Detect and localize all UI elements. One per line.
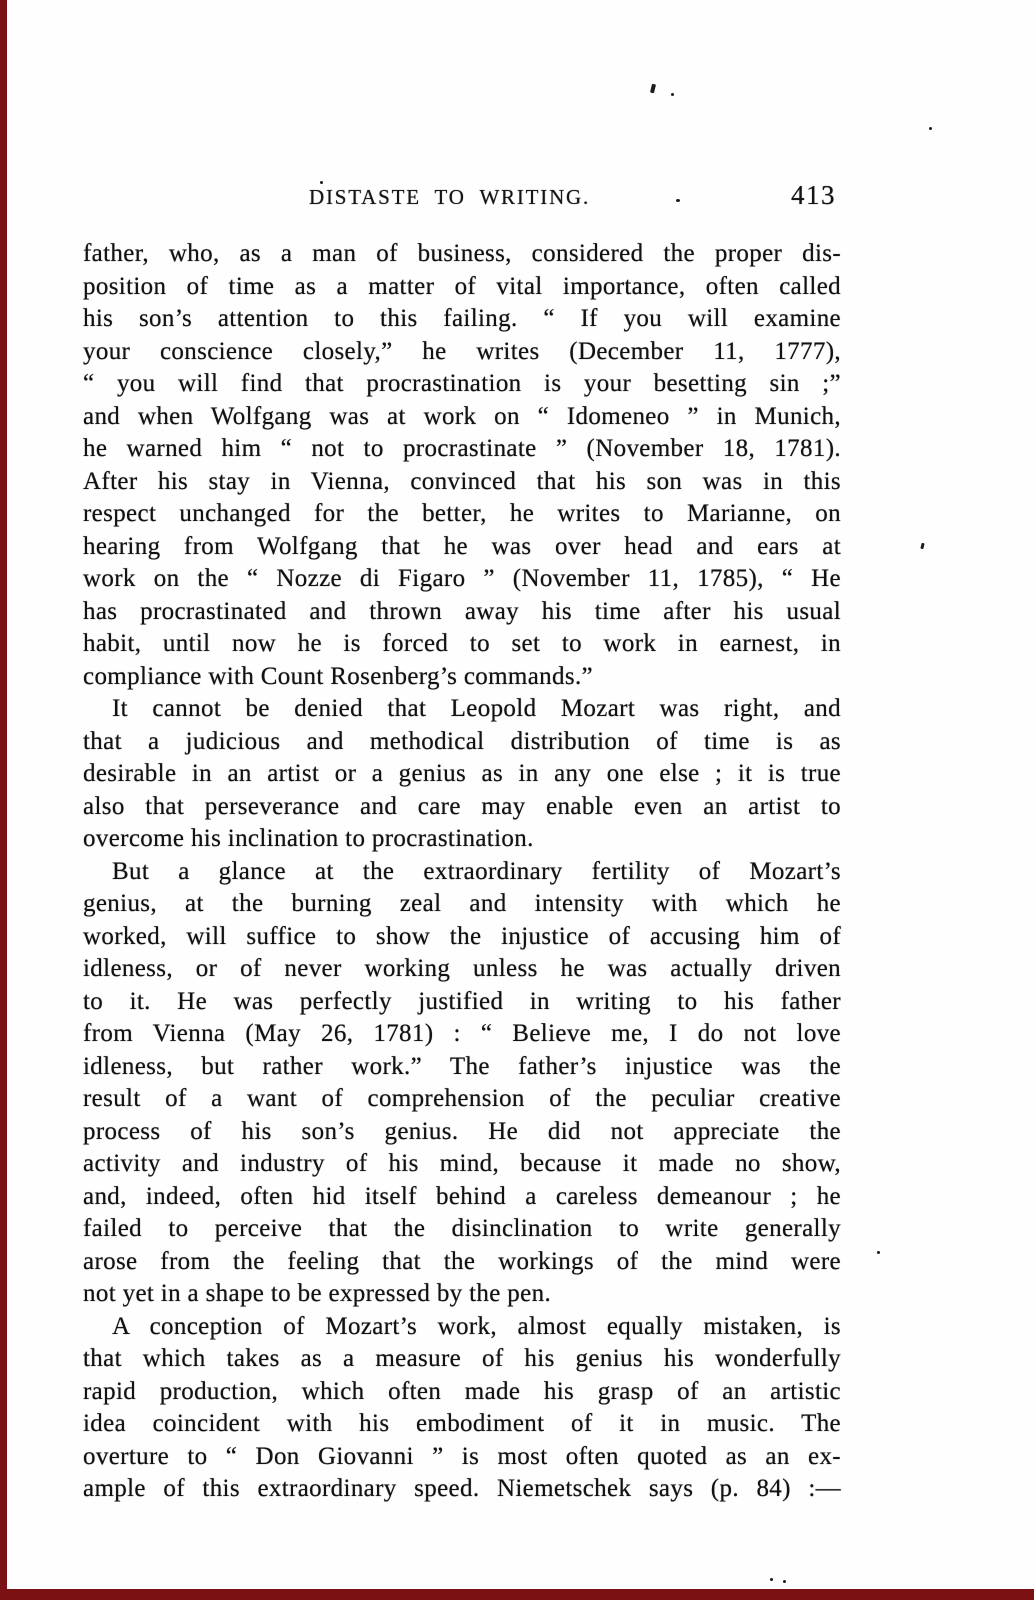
scan-speck	[877, 1251, 880, 1254]
text-line: activity and industry of his mind, because it made no show,	[83, 1150, 841, 1177]
page-header	[0, 180, 1034, 215]
scan-speck	[929, 127, 932, 130]
text-line: rapid production, which often made his grasp of an artistic	[83, 1377, 841, 1405]
scan-speck	[676, 199, 680, 202]
text-line: to it. He was perfectly justified in writing to his father	[83, 987, 841, 1015]
body-text	[83, 238, 841, 1506]
paragraph	[83, 1311, 841, 1506]
text-line: idleness, but rather work.” The father’s injustice was the	[83, 1052, 841, 1080]
text-line: But a glance at the extraordinary fertility of Mozart’s	[112, 857, 841, 885]
scan-speck	[920, 543, 924, 550]
scan-speck	[650, 84, 656, 94]
text-line: respect unchanged for the better, he writes to Marianne, on	[83, 500, 841, 527]
text-line: father, who, as a man of business, considered the proper dis-	[83, 240, 841, 267]
text-line: has procrastinated and thrown away his time after his usual	[83, 597, 841, 625]
text-line: and, indeed, often hid itself behind a careless demeanour ; he	[83, 1182, 841, 1210]
text-line: idea coincident with his embodiment of it in music. The	[83, 1410, 841, 1437]
text-line: After his stay in Vienna, convinced that his son was in this	[83, 467, 841, 495]
paragraph	[83, 693, 841, 856]
text-line: A conception of Mozart’s work, almost equally mistaken, is	[112, 1312, 841, 1340]
text-line: overcome his inclination to procrastination.	[83, 825, 534, 852]
text-line: and when Wolfgang was at work on “ Idomeneo ” in Munich,	[83, 402, 841, 430]
text-line: failed to perceive that the disinclination to write generally	[83, 1215, 841, 1242]
text-line: your conscience closely,” he writes (December 11, 1777),	[83, 337, 841, 365]
page-number: 413	[791, 180, 836, 210]
text-line: worked, will suffice to show the injustice of accusing him of	[83, 922, 841, 950]
text-line: genius, at the burning zeal and intensity with which he	[83, 890, 841, 917]
text-line: process of his son’s genius. He did not appreciate the	[83, 1117, 841, 1145]
text-line: compliance with Count Rosenberg’s commands.”	[83, 662, 593, 690]
text-line: overture to “ Don Giovanni ” is most often quoted as an ex-	[83, 1442, 841, 1470]
text-line: desirable in an artist or a genius as in any one else ; it is true	[83, 760, 841, 787]
paragraph	[83, 238, 841, 693]
text-line: It cannot be denied that Leopold Mozart was right, and	[112, 695, 841, 722]
scan-speck	[671, 93, 674, 96]
scan-speck	[770, 1578, 773, 1581]
text-line: idleness, or of never working unless he was actually driven	[83, 955, 841, 982]
paragraph	[83, 856, 841, 1311]
text-line: that a judicious and methodical distribution of time is as	[83, 727, 841, 755]
scan-speck	[783, 1580, 786, 1583]
text-line: he warned him “ not to procrastinate ” (November 18, 1781).	[83, 435, 841, 462]
text-line: his son’s attention to this failing. “ If you will examine	[83, 305, 841, 332]
text-line: that which takes as a measure of his genius his wonderfully	[83, 1345, 841, 1372]
text-line: work on the “ Nozze di Figaro ” (November 11, 1785), “ He	[83, 565, 841, 592]
text-line: habit, until now he is forced to set to work in earnest, in	[83, 630, 841, 657]
running-title: DISTASTE TO WRITING.	[309, 185, 591, 209]
text-line: hearing from Wolfgang that he was over head and ears at	[83, 532, 841, 560]
text-line: not yet in a shape to be expressed by the pen.	[83, 1280, 552, 1307]
text-line: arose from the feeling that the workings of the mind were	[83, 1247, 841, 1275]
text-line: position of time as a matter of vital importance, often called	[83, 272, 841, 300]
scan-edge-left	[0, 0, 7, 1600]
scan-speck	[320, 181, 323, 184]
text-line: “ you will find that procrastination is your besetting sin ;”	[83, 370, 841, 397]
text-line: ample of this extraordinary speed. Niemetschek says (p. 84) :—	[83, 1475, 841, 1502]
text-line: also that perseverance and care may enable even an artist to	[83, 792, 841, 820]
text-line: from Vienna (May 26, 1781) : “ Believe me, I do not love	[83, 1020, 841, 1047]
scan-edge-bottom	[0, 1589, 1034, 1600]
text-line: result of a want of comprehension of the peculiar creative	[83, 1085, 841, 1112]
